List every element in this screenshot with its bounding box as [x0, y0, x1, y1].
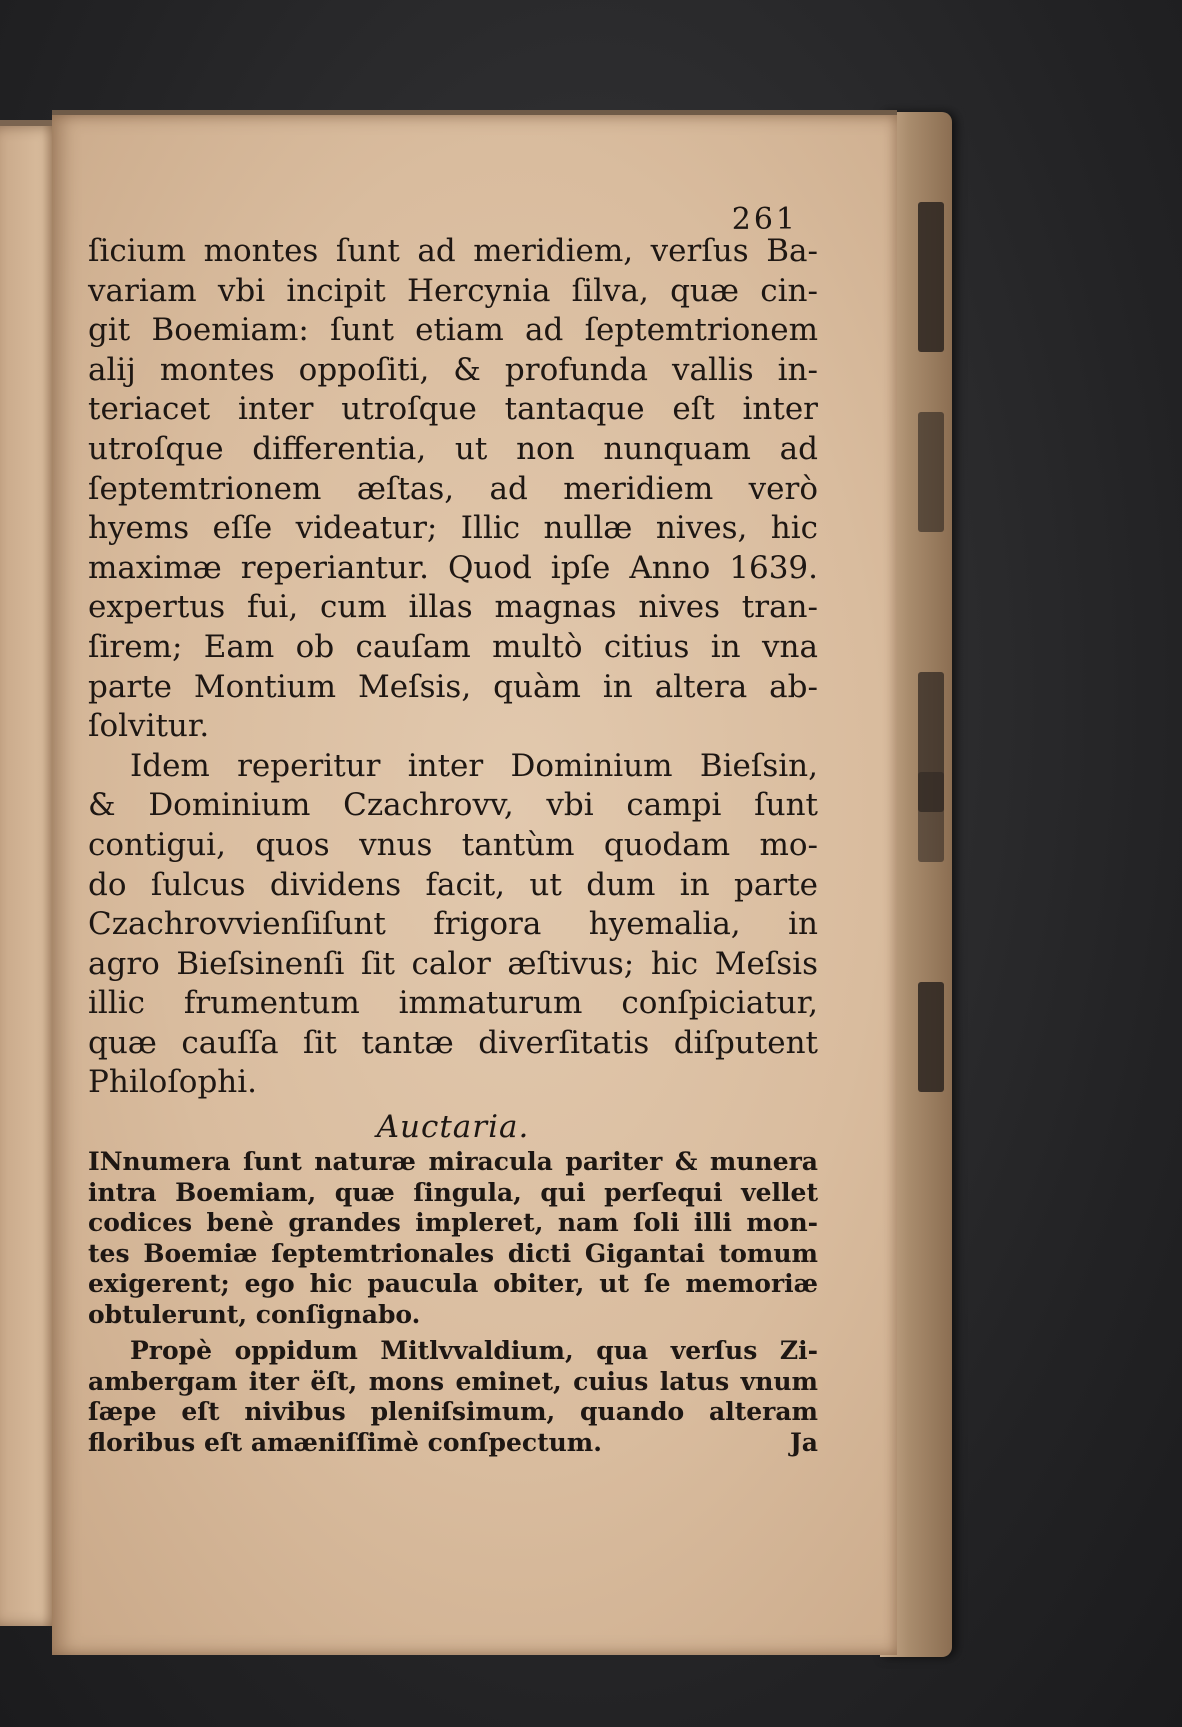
text-line: variam vbi incipit Hercynia ſilva, quæ cin-	[88, 272, 818, 309]
section-heading: Auctaria.	[376, 1109, 530, 1146]
book-page	[52, 110, 897, 1655]
text-line: expertus fui, cum illas magnas nives tran-	[88, 589, 818, 626]
paragraph-4	[88, 1336, 818, 1458]
page-number: 261	[731, 202, 798, 237]
paragraph-2	[88, 747, 818, 1103]
text-line: ſolvitur.	[88, 708, 210, 745]
text-line: codices benè grandes impleret, nam ſoli illi mon-	[88, 1208, 818, 1238]
paragraph-1	[88, 232, 818, 747]
text-line: quæ cauſſa ſit tantæ diverſitatis diſputent	[88, 1024, 818, 1061]
text-line: & Dominium Czachrovv, vbi campi ſunt	[88, 787, 818, 824]
text-line: illic frumentum immaturum conſpiciatur,	[88, 985, 818, 1022]
text-line: Czachrovvienſiſunt frigora hyemalia, in	[88, 906, 818, 943]
text-line: parte Montium Meſsis, quàm in altera ab-	[88, 668, 818, 705]
text-line: INnumera ſunt naturæ miracula pariter & munera	[88, 1147, 818, 1177]
text-line: Propè oppidum Mitlvvaldium, qua verſus Zi-	[130, 1336, 818, 1366]
text-line: ſirem; Eam ob cauſam multò citius in vna	[88, 628, 818, 665]
edge-mark	[918, 202, 944, 352]
text-line: intra Boemiam, quæ ſingula, qui perſequi vellet	[88, 1177, 818, 1207]
text-line: tes Boemiæ ſeptemtrionales dicti Gigantai tomum	[88, 1238, 818, 1268]
edge-mark	[918, 412, 944, 532]
text-line: ambergam iter ëſt, mons eminet, cuius latus vnum	[88, 1366, 818, 1396]
text-line: ſæpe eſt nivibus pleniſsimum, quando alteram	[88, 1397, 818, 1427]
text-line: Philoſophi.	[88, 1064, 258, 1101]
text-line: exigerent; ego hic paucula obiter, ut ſe memoriæ	[88, 1269, 818, 1299]
text-line: maximæ reperiantur. Quod ipſe Anno 1639.	[88, 549, 818, 586]
text-line: ſicium montes ſunt ad meridiem, verſus Ba-	[88, 233, 818, 269]
page-text-block	[88, 202, 818, 1458]
text-line: utroſque differentia, ut non nunquam ad	[88, 430, 818, 467]
text-line: obtulerunt, conſignabo.	[88, 1299, 421, 1329]
edge-mark	[918, 982, 944, 1092]
text-line: agro Bieſsinenſi ſit calor æſtivus; hic Meſsis	[88, 945, 818, 982]
text-line: alij montes oppoſiti, & profunda vallis in-	[88, 351, 818, 388]
text-line: hyems eſſe videatur; Illic nullæ nives, hic	[88, 510, 818, 547]
text-line: teriacet inter utroſque tantaque eſt inter	[88, 391, 818, 428]
left-page-edge	[0, 120, 60, 1626]
edge-mark	[918, 772, 944, 862]
last-line-text: floribus eſt amæniſſimè conſpectum.	[88, 1427, 602, 1457]
paragraph-3	[88, 1147, 818, 1330]
text-line: ſeptemtrionem æſtas, ad meridiem verò	[88, 470, 818, 507]
text-line: do ſulcus dividens facit, ut dum in parte	[88, 866, 818, 903]
text-line: contigui, quos vnus tantùm quodam mo-	[88, 826, 818, 863]
text-line: git Boemiam: ſunt etiam ad ſeptemtrionem	[88, 312, 818, 349]
catchword: Ja	[789, 1427, 818, 1457]
text-line	[88, 1428, 818, 1459]
text-line: Idem reperitur inter Dominium Bieſsin,	[130, 747, 818, 784]
